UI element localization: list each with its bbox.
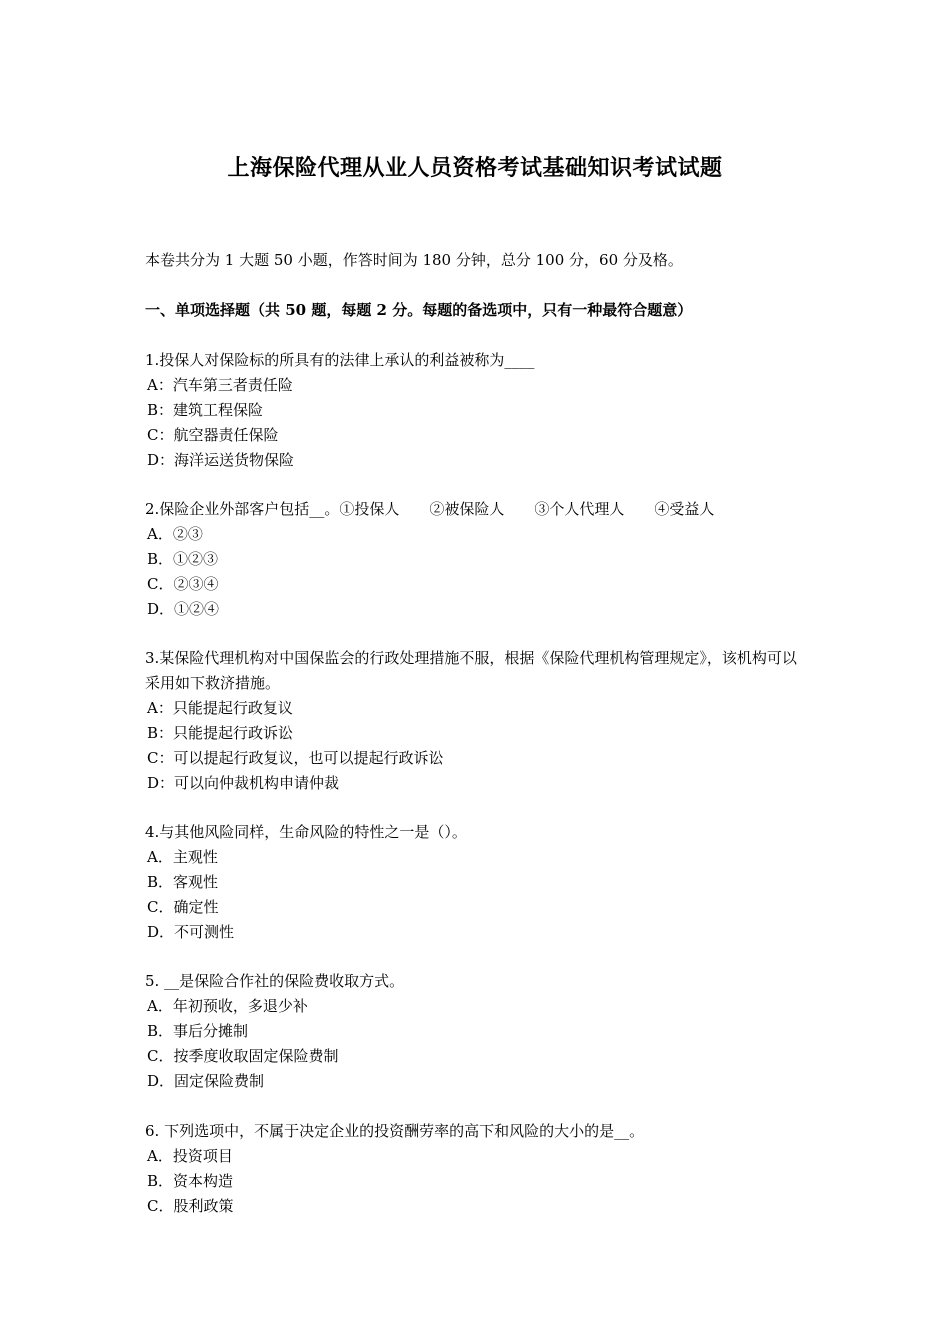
question-option-d: D．固定保险费制	[147, 1072, 265, 1090]
question-5	[145, 969, 810, 1094]
question-stem: 3.某保险代理机构对中国保监会的行政处理措施不服，根据《保险代理机构管理规定》，该机构可以采用如下救济措施。	[145, 649, 797, 692]
question-stem: 2.保险企业外部客户包括__。①投保人 ②被保险人 ③个人代理人 ④受益人	[145, 500, 715, 518]
question-option-b: B．事后分摊制	[147, 1022, 249, 1040]
document-title: 上海保险代理从业人员资格考试基础知识考试试题	[227, 155, 723, 181]
question-option-c: C：航空器责任保险	[147, 426, 279, 444]
question-stem: 5. __是保险合作社的保险费收取方式。	[145, 972, 405, 990]
section-heading: 一、单项选择题（共 50 题，每题 2 分。每题的备选项中，只有一种最符合题意）	[145, 301, 693, 319]
question-4	[145, 820, 810, 945]
question-option-d: D．不可测性	[147, 923, 235, 941]
question-option-c: C．按季度收取固定保险费制	[147, 1047, 339, 1065]
question-stem: 6. 下列选项中，不属于决定企业的投资酬劳率的高下和风险的大小的是__。	[145, 1122, 645, 1140]
question-option-c: C．股利政策	[147, 1197, 234, 1215]
question-option-a: A．投资项目	[147, 1147, 233, 1165]
question-option-b: B：建筑工程保险	[147, 401, 264, 419]
question-option-d: D．①②④	[147, 600, 220, 618]
question-option-c: C：可以提起行政复议，也可以提起行政诉讼	[147, 749, 444, 767]
question-option-b: B：只能提起行政诉讼	[147, 724, 294, 742]
question-option-c: C．②③④	[147, 575, 219, 593]
exam-intro: 本卷共分为 1 大题 50 小题，作答时间为 180 分钟，总分 100 分，60 分及格。	[145, 251, 683, 269]
question-option-d: D：可以向仲裁机构申请仲裁	[147, 774, 340, 792]
question-2	[145, 497, 810, 622]
question-1	[145, 348, 810, 473]
question-option-d: D：海洋运送货物保险	[147, 451, 295, 469]
question-option-a: A．②③	[147, 525, 203, 543]
question-option-c: C．确定性	[147, 898, 219, 916]
question-option-b: B．客观性	[147, 873, 219, 891]
question-option-a: A．年初预收，多退少补	[147, 997, 308, 1015]
question-3	[145, 646, 810, 796]
question-stem: 4.与其他风险同样，生命风险的特性之一是（）。	[145, 823, 467, 841]
question-option-b: B．①②③	[147, 550, 219, 568]
question-option-b: B．资本构造	[147, 1172, 234, 1190]
question-6	[145, 1119, 810, 1219]
question-option-a: A：只能提起行政复议	[147, 699, 293, 717]
question-option-a: A：汽车第三者责任险	[147, 376, 293, 394]
question-option-a: A．主观性	[147, 848, 218, 866]
question-stem: 1.投保人对保险标的所具有的法律上承认的利益被称为____	[145, 351, 535, 369]
